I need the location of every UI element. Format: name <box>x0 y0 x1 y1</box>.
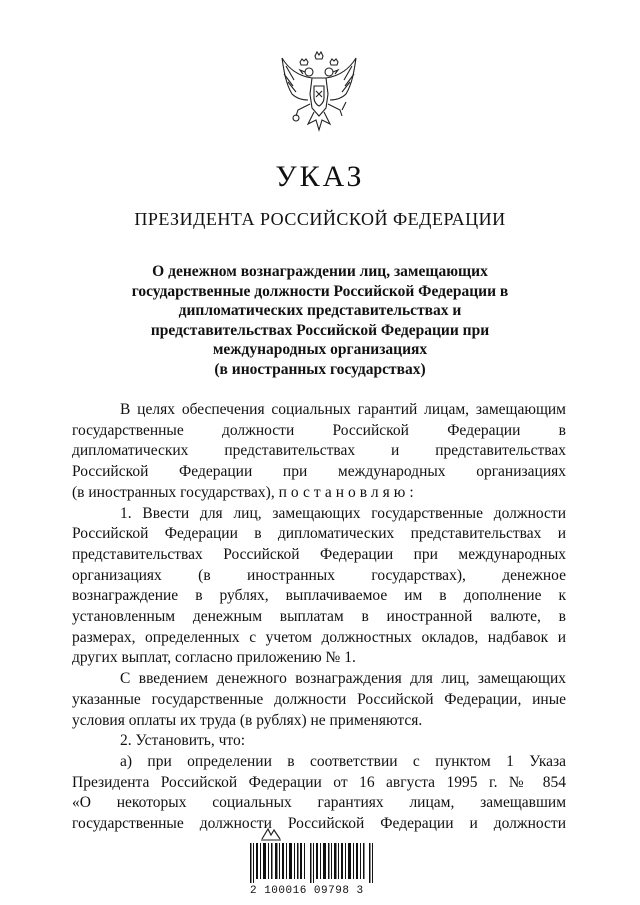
decree-heading <box>100 262 540 380</box>
text-line: государственные должности Российской Федерации и должности <box>72 815 566 833</box>
heading-line: международных организациях <box>212 341 428 359</box>
heading-line: представительствах Российской Федерации при <box>150 321 490 339</box>
decree-word: постановляю: <box>278 483 418 501</box>
decree-body <box>72 400 566 835</box>
heading-line: (в иностранных государствах) <box>214 360 426 378</box>
heading-line: О денежном вознаграждении лиц, замещающих <box>152 263 488 280</box>
text-line: представительствах Российской Федерации при международных <box>72 545 566 563</box>
preamble-end: (в иностранных государствах), <box>72 483 275 501</box>
text-line: а) при определении в соответствии с пунктом 1 Указа <box>120 752 566 770</box>
text-line: установленным денежным выплатам в иностранной валюте, в <box>72 608 566 626</box>
heading-line: государственные должности Российской Федерации в <box>131 282 509 300</box>
barcode-number: 2 100016 09798 3 <box>250 885 364 897</box>
text-line: С введением денежного вознаграждения для лиц, замещающих <box>120 670 566 688</box>
text-line: В целях обеспечения социальных гарантий лицам, замещающим <box>120 401 566 418</box>
text-line: условия оплаты их труда (в рублях) не применяются. <box>72 711 423 729</box>
text-line: других выплат, согласно приложению № 1. <box>72 649 356 667</box>
text-line: 2. Установить, что: <box>120 732 246 750</box>
clause-1 <box>72 504 566 670</box>
print-mark-icon <box>260 827 282 841</box>
preamble-paragraph <box>72 400 566 504</box>
text-line: размерах, определенных с учетом должностных окладов, надбавок и <box>72 628 566 646</box>
text-line: вознаграждение в рублях, выплачиваемое им в дополнение к <box>72 587 566 605</box>
barcode <box>250 843 374 883</box>
text-line: «О некоторых социальных гарантиях лицам, замещавшим <box>72 794 566 812</box>
text-line: дипломатических представительствах и представительствах <box>72 442 566 460</box>
heading-line: дипломатических представительствах и <box>178 302 462 320</box>
text-line: Российской Федерации при международных организациях <box>72 463 566 481</box>
text-line <box>72 483 566 504</box>
clause-1-continuation <box>72 669 566 731</box>
document-subtitle: ПРЕЗИДЕНТА РОССИЙСКОЙ ФЕДЕРАЦИИ <box>134 209 506 229</box>
clause-2a <box>72 752 566 835</box>
document-title: УКАЗ <box>275 160 365 193</box>
text-line: организациях (в иностранных государствах), денежное <box>72 566 566 584</box>
text-line: государственные должности Российской Федерации в <box>72 421 566 439</box>
barcode-block <box>250 827 380 897</box>
clause-2 <box>72 731 566 752</box>
text-line: 1. Ввести для лиц, замещающих государственные должности <box>120 504 566 522</box>
text-line: Российской Федерации в дипломатических представительствах и <box>72 525 566 543</box>
coat-of-arms-icon <box>276 50 362 142</box>
text-line: Президента Российской Федерации от 16 августа 1995 г. № 854 <box>72 773 566 791</box>
text-line: указанные государственные должности Российской Федерации, иные <box>72 690 566 708</box>
